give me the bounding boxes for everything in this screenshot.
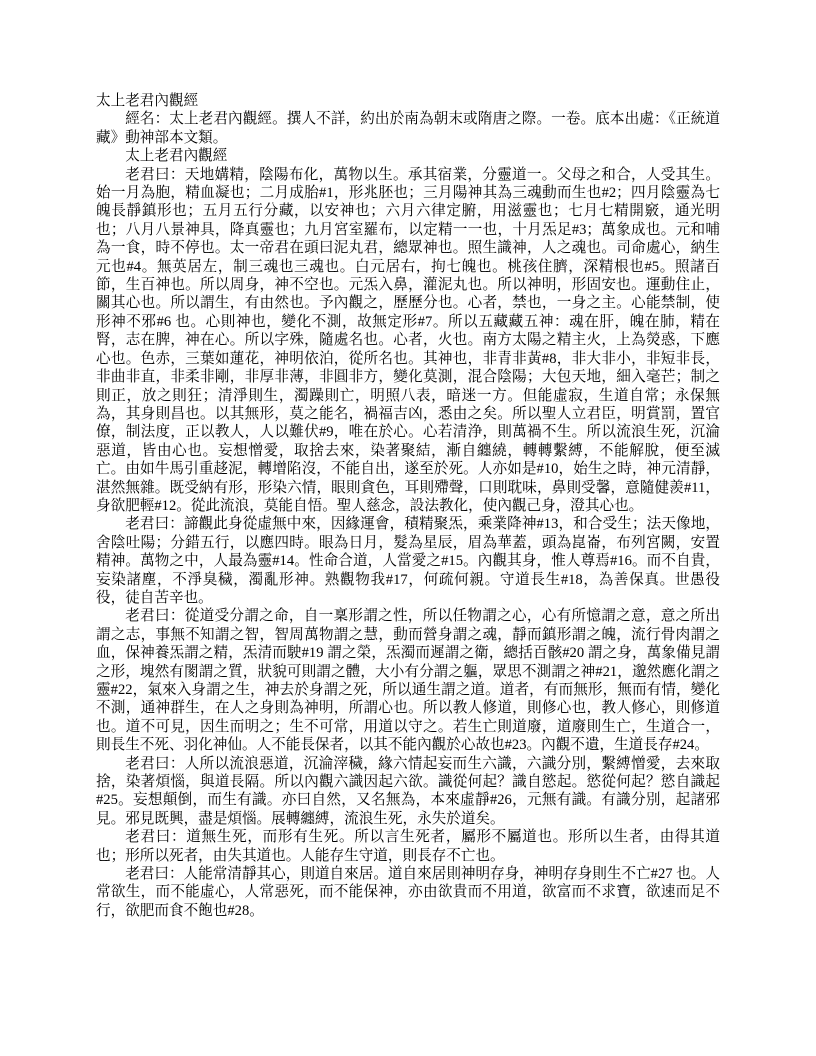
- document-text-block: [96, 92, 720, 920]
- paragraph-body-4: 老君曰：人所以流浪惡道，沉淪滓穢，緣六情起妄而生六識，六識分別，繫縛憎愛，去來取捨，染著煩惱，與道長隔。所以內觀六識因起六欲。識從何起？識自慾起。慾從何起？慾自識起#25。妄想顛倒，而生有識。亦曰自然，又名無為，本來虛靜#26，元無有識。有識分別，起諸邪見。邪見既興，盡是煩惱。展轉纏縛，流浪生死，永失於道矣。: [96, 755, 720, 827]
- paragraph-body-6: 老君曰：人能常清靜其心，則道自來居。道自來居則神明存身，神明存身則生不亡#27 也。人常欲生，而不能虛心，人常惡死，而不能保神，亦由欲貴而不用道，欲富而不求寶，欲速而足不行，欲肥而食不飽也#28。: [96, 866, 720, 919]
- paragraph-heading: 太上老君內觀經: [125, 148, 228, 165]
- paragraph-body-1: 老君曰：天地媾精，陰陽布化，萬物以生。承其宿業，分靈道一。父母之和合，人受其生。始一月為胞，精血凝也；二月成胎#1，形兆胚也；三月陽神其為三魂動而生也#2；四月陰靈為七魄長靜鎮形也；五月五行分藏，以安神也；六月六律定腑，用滋靈也；七月七精開竅，通光明也；八月八景神具，降真靈也；九月宮室羅布，以定精一一也，十月炁足#3；萬象成也。元和哺為一食，時不停也。太一帝君在頭曰泥丸君，總眾神也。照生識神，人之魂也。司命處心，納生元也#4。無英居左，制三魂也三魂也。白元居右，拘七魄也。桃孩住臍，深精根也#5。照諸百節，生百神也。所以周身，神不空也。元炁入鼻，灌泥丸也。所以神明，形固安也。運動住止，關其心也。所以謂生，有由然也。予內觀之，歷歷分也。心者，禁也，一身之主。心能禁制，使形神不邪#6 也。心則神也，變化不測，故無定形#7。所以五藏藏五神：魂在肝，魄在肺，精在腎，志在脾，神在心。所以字殊，隨處名也。心者，火也。南方太陽之精主火，上為熒惑，下應心也。色赤，三葉如蓮花，神明依泊，從所名也。其神也，非青非黃#8，非大非小，非短非長，非曲非直，非柔非剛，非厚非薄，非圓非方，變化莫測，混合陰陽；大包天地，細入毫芒；制之則正，放之則狂；清淨則生，濁躁則亡，明照八表，暗迷一方。但能虛寂，生道自常；永保無為，其身則昌也。以其無形，莫之能名，禍福吉凶，悉由之矣。所以聖人立君臣，明賞罰，置官僚，制法度，正以教人，人以難伏#9，唯在於心。心若清浄，則萬禍不生。所以流浪生死，沉淪惡道，皆由心也。妄想憎愛，取捨去來，染著聚結，漸自纏繞，轉轉繫縛，不能解脫，便至滅亡。由如牛馬引重趍泥，轉增陷沒，不能自出，遂至於死。人亦如是#10，始生之時，神元清靜，湛然無雜。既受納有形，形染六情，眼則貪色，耳則殢聲，口則耽味，鼻則受馨，意隨健羨#11，身欲肥輕#12。從此流浪，莫能自悟。聖人慈念，設法教化，使內觀己身，澄其心也。: [96, 166, 720, 514]
- paragraph-body-2: 老君曰：諦觀此身從虛無中來，因緣運會，積精聚炁，乘業降神#13，和合受生；法天像地，舍陰吐陽；分錯五行，以應四時。眼為日月，髮為星辰，眉為華蓋，頭為崑崙，布列宮闕，安置精神。萬物之中，人最為靈#14。性命合道，人當愛之#15。內觀其身，惟人尊焉#16。而不自貴，妄染諸塵，不淨臭穢，濁亂形神。熟觀物我#17，何疏何親。守道長生#18，為善保真。世愚役役，徒自苦辛也。: [96, 516, 720, 606]
- document-title: 太上老君內觀經: [96, 93, 199, 109]
- paragraph-body-3: 老君曰：從道受分謂之命，自一稟形謂之性，所以任物謂之心，心有所憶謂之意，意之所出謂之志，事無不知謂之智，智周萬物謂之慧，動而營身謂之魂，靜而鎮形謂之魄，流行骨肉謂之血，保神養炁謂之精，炁清而駛#19 謂之榮，炁濁而遲謂之衛，總括百骸#20 謂之身，萬象備見謂之形，塊然有閡謂之質，狀貌可則謂之體，大小有分謂之軀，眾思不測謂之神#21，邈然應化謂之靈#22，氣來入身謂之生，神去於身謂之死，所以通生謂之道。道者，有而無形，無而有情，變化不測，通神群生，在人之身則為神明，所謂心也。所以教人修道，則修心也，教人修心，則修道也。道不可見，因生而明之；生不可常，用道以守之。若生亡則道廢，道廢則生亡，生道合一，則長生不死、羽化神仙。人不能長保者，以其不能內觀於心故也#23。內觀不遺，生道長存#24。: [96, 608, 720, 754]
- paragraph-body-5: 老君曰：道無生死，而形有生死。所以言生死者，屬形不屬道也。形所以生者，由得其道也；形所以死者，由失其道也。人能存生守道，則長存不亡也。: [96, 829, 720, 864]
- paragraph-colophon: 經名：太上老君內觀經。撰人不詳，約出於南為朝末或隋唐之際。一卷。底本出處：《正統道藏》動神部本文類。: [96, 111, 720, 146]
